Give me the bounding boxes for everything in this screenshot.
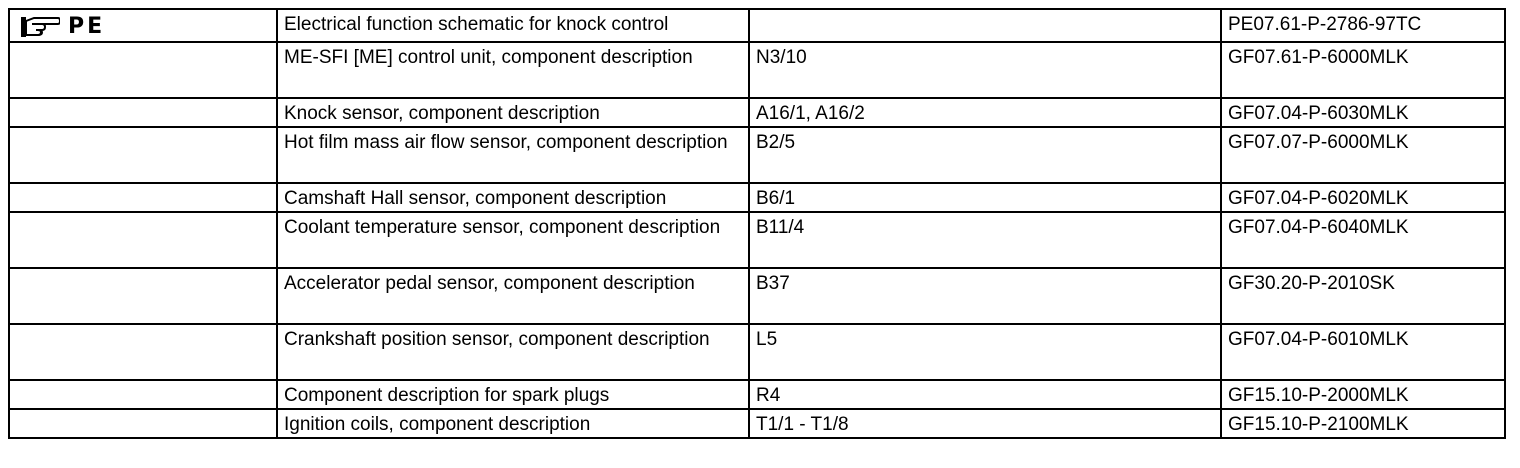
empty-cell [9,212,277,268]
description-cell: Ignition coils, component description [277,409,749,438]
table-row [9,380,1505,409]
table-row [9,42,1505,98]
description-cell: Component description for spark plugs [277,380,749,409]
component-cell: A16/1, A16/2 [749,98,1221,127]
component-cell: B37 [749,268,1221,324]
component-cell: L5 [749,324,1221,380]
component-cell: T1/1 - T1/8 [749,409,1221,438]
document-number-cell: GF15.10-P-2100MLK [1221,409,1505,438]
component-cell: B6/1 [749,183,1221,212]
table-row [9,268,1505,324]
description-cell: ME-SFI [ME] control unit, component description [277,42,749,98]
description-cell: Electrical function schematic for knock control [277,9,749,42]
document-number-cell: GF07.04-P-6020MLK [1221,183,1505,212]
empty-cell [9,409,277,438]
component-cell: B2/5 [749,127,1221,183]
pe-label: PE [68,14,106,39]
empty-cell [9,324,277,380]
component-cell: N3/10 [749,42,1221,98]
table-row [9,324,1505,380]
description-cell: Coolant temperature sensor, component description [277,212,749,268]
empty-cell [9,98,277,127]
table-row [9,98,1505,127]
document-number-cell: GF15.10-P-2000MLK [1221,380,1505,409]
pointing-hand-icon [20,14,60,40]
table-row [9,183,1505,212]
document-number-cell: GF07.04-P-6030MLK [1221,98,1505,127]
component-cell [749,9,1221,42]
component-cell: B11/4 [749,212,1221,268]
empty-cell [9,42,277,98]
description-cell: Accelerator pedal sensor, component description [277,268,749,324]
description-cell: Camshaft Hall sensor, component description [277,183,749,212]
document-number-cell: GF07.07-P-6000MLK [1221,127,1505,183]
empty-cell [9,268,277,324]
description-cell: Crankshaft position sensor, component description [277,324,749,380]
marker-cell [9,9,277,42]
component-cell: R4 [749,380,1221,409]
table-row [9,9,1505,42]
empty-cell [9,380,277,409]
table-row [9,212,1505,268]
table-row [9,127,1505,183]
document-number-cell: GF30.20-P-2010SK [1221,268,1505,324]
document-number-cell: GF07.04-P-6010MLK [1221,324,1505,380]
description-cell: Hot film mass air flow sensor, component description [277,127,749,183]
table-row [9,409,1505,438]
reference-table [8,8,1506,439]
document-number-cell: PE07.61-P-2786-97TC [1221,9,1505,42]
empty-cell [9,127,277,183]
empty-cell [9,183,277,212]
document-number-cell: GF07.61-P-6000MLK [1221,42,1505,98]
description-cell: Knock sensor, component description [277,98,749,127]
document-number-cell: GF07.04-P-6040MLK [1221,212,1505,268]
